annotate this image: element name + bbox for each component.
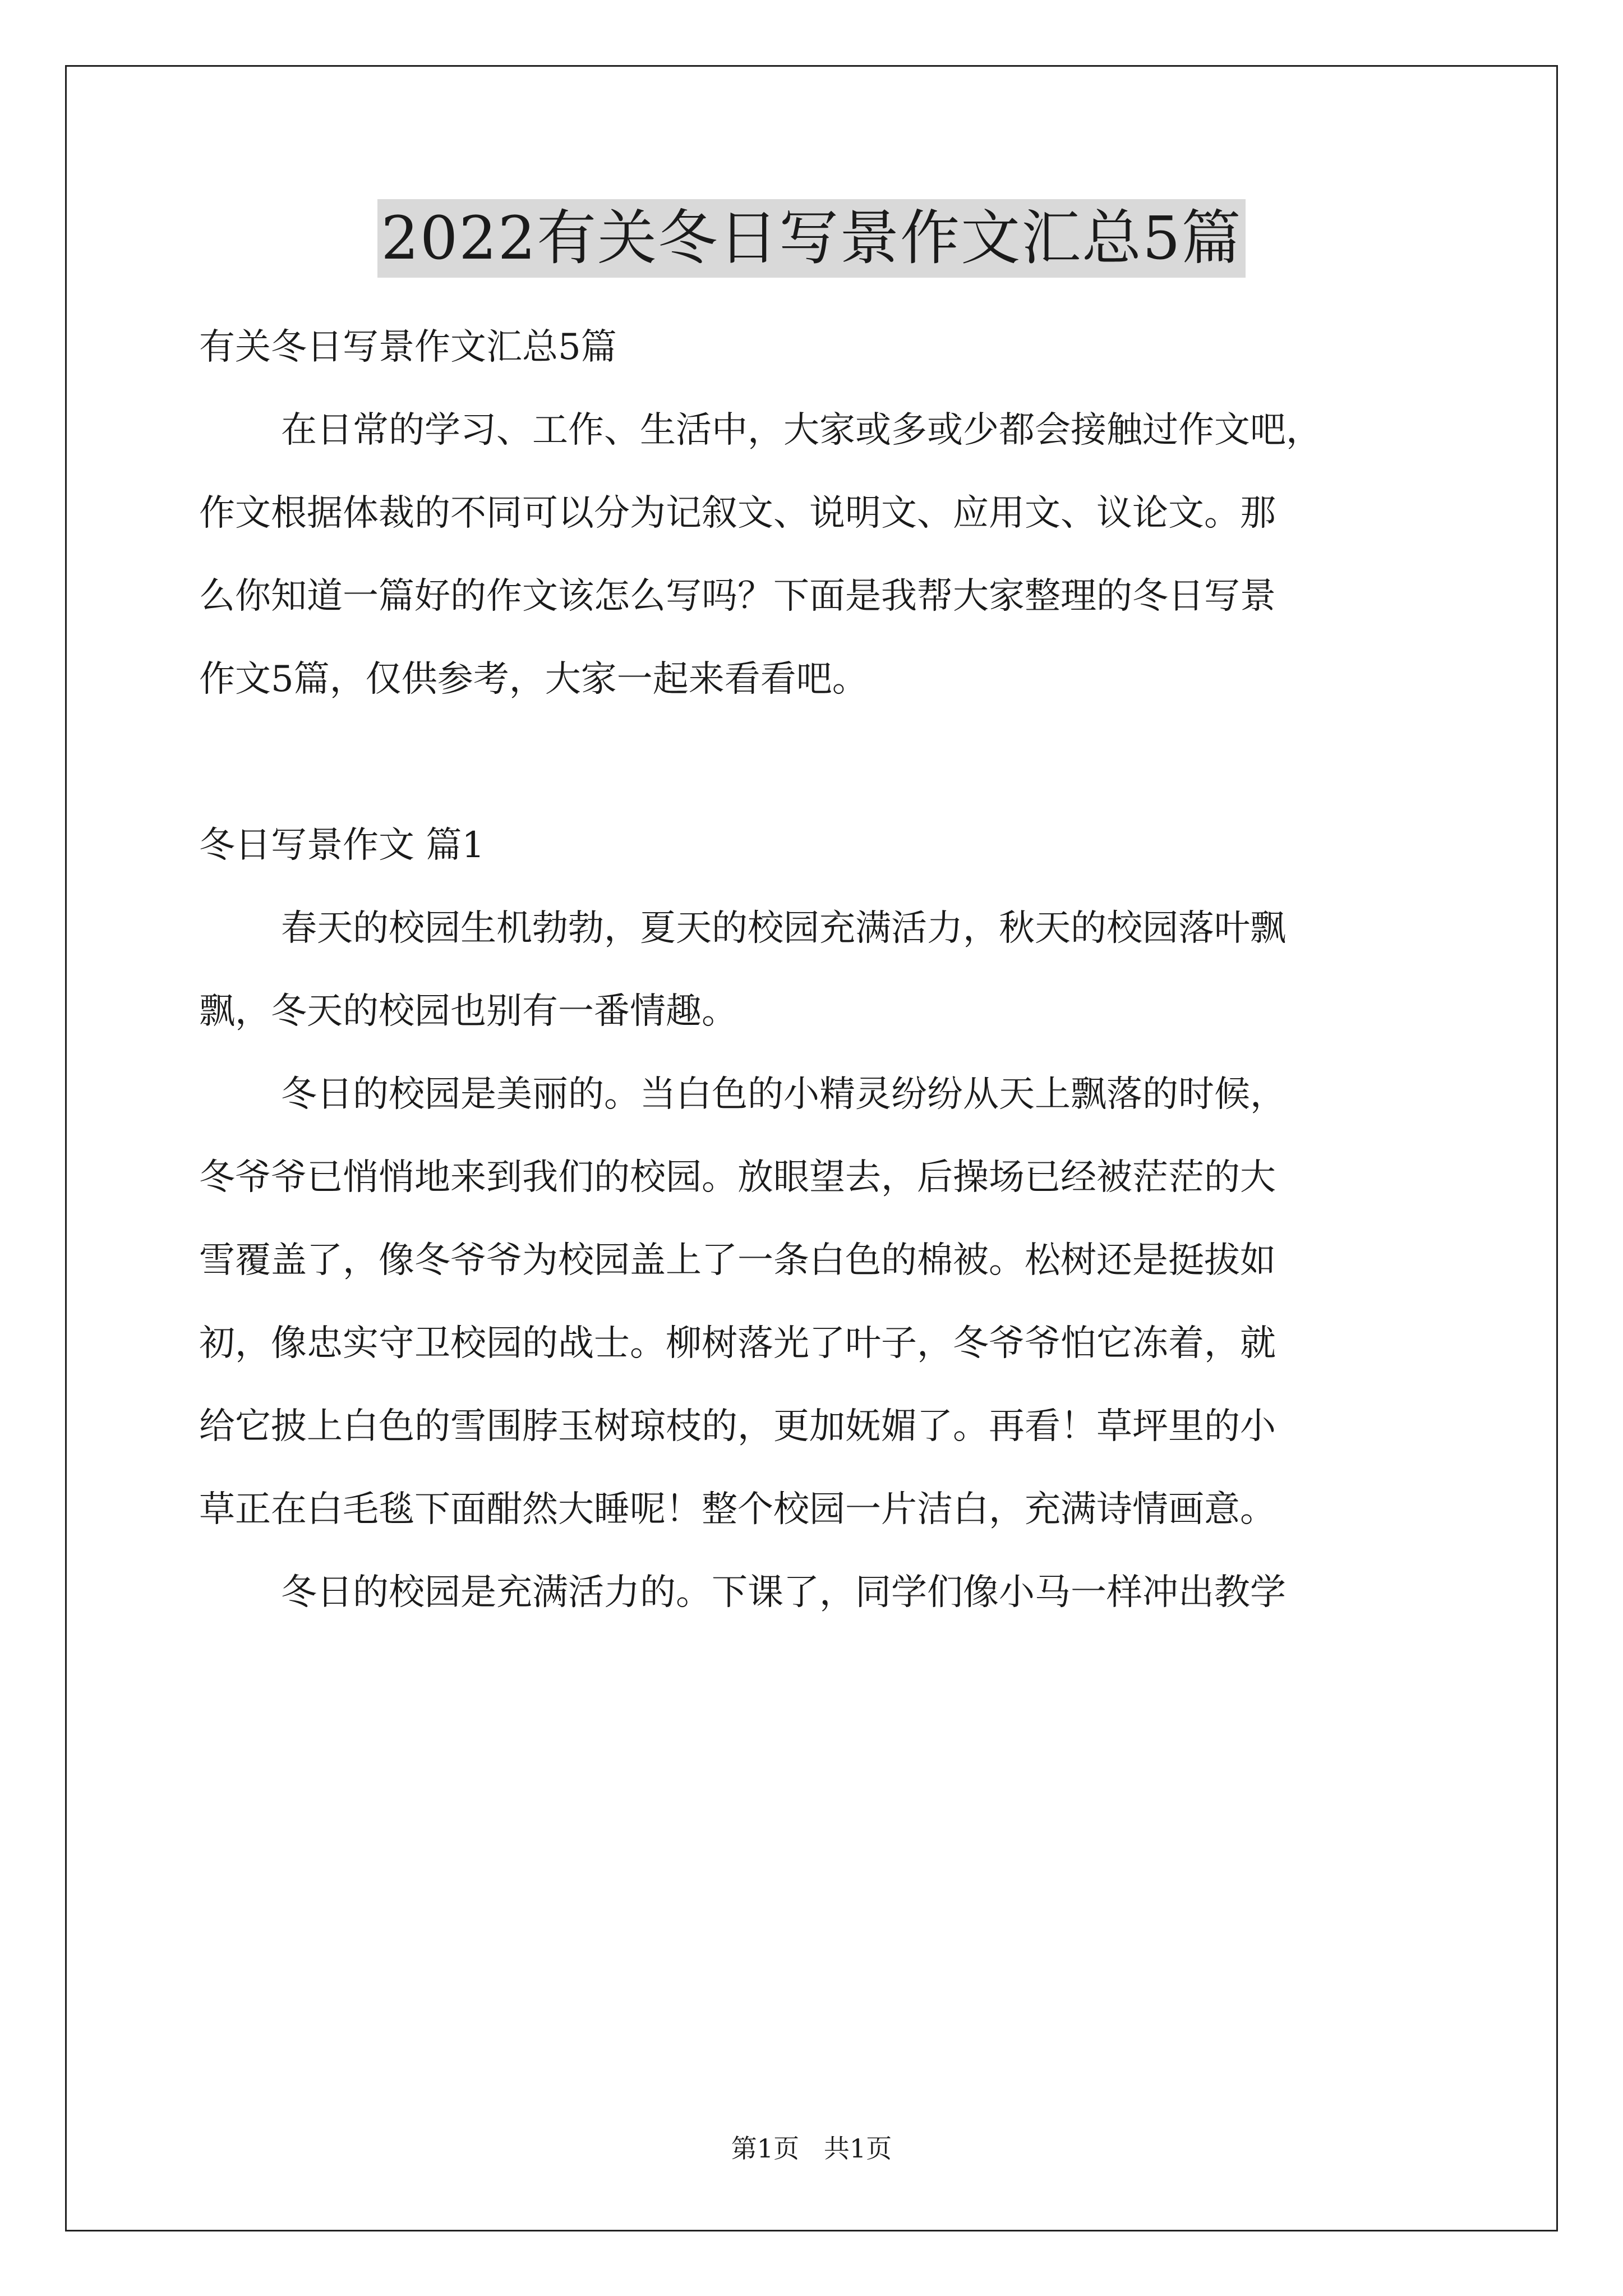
paragraph-line: 雪覆盖了，像冬爷爷为校园盖上了一条白色的棉被。松树还是挺拔如 bbox=[199, 1240, 1276, 1281]
page-footer: 第1页 共1页 bbox=[731, 2133, 892, 2164]
section-spacer bbox=[199, 742, 1461, 825]
intro-paragraph bbox=[199, 409, 1461, 700]
paragraph-line: 给它披上白色的雪围脖玉树琼枝的，更加妩媚了。再看！草坪里的小 bbox=[199, 1406, 1276, 1447]
section-heading: 冬日写景作文 篇1 bbox=[199, 825, 485, 866]
title-container bbox=[0, 199, 1623, 278]
paragraph-line: 作文5篇，仅供参考，大家一起来看看吧。 bbox=[199, 659, 868, 700]
paragraph-line: 春天的校园生机勃勃，夏天的校园充满活力，秋天的校园落叶飘 bbox=[281, 908, 1286, 949]
document-body bbox=[199, 326, 1461, 1655]
document-title: 2022有关冬日写景作文汇总5篇 bbox=[377, 199, 1245, 278]
document-subtitle: 有关冬日写景作文汇总5篇 bbox=[199, 326, 617, 368]
paragraph-line: 草正在白毛毯下面酣然大睡呢！整个校园一片洁白，充满诗情画意。 bbox=[199, 1489, 1276, 1530]
paragraph-line: 冬日的校园是美丽的。当白色的小精灵纷纷从天上飘落的时候， bbox=[281, 1074, 1286, 1115]
paragraph-1 bbox=[199, 908, 1461, 1032]
paragraph-line: 么你知道一篇好的作文该怎么写吗？下面是我帮大家整理的冬日写景 bbox=[199, 576, 1276, 617]
paragraph-line: 冬日的校园是充满活力的。下课了，同学们像小马一样冲出教学 bbox=[281, 1572, 1286, 1613]
paragraph-line: 作文根据体裁的不同可以分为记叙文、说明文、应用文、议论文。那 bbox=[199, 493, 1276, 534]
paragraph-line: 冬爷爷已悄悄地来到我们的校园。放眼望去，后操场已经被茫茫的大 bbox=[199, 1157, 1276, 1198]
paragraph-2 bbox=[199, 1074, 1461, 1530]
paragraph-line: 飘，冬天的校园也别有一番情趣。 bbox=[199, 991, 737, 1032]
paragraph-line: 在日常的学习、工作、生活中，大家或多或少都会接触过作文吧， bbox=[281, 409, 1322, 451]
paragraph-3 bbox=[199, 1572, 1461, 1613]
paragraph-line: 初，像忠实守卫校园的战士。柳树落光了叶子，冬爷爷怕它冻着，就 bbox=[199, 1323, 1276, 1364]
